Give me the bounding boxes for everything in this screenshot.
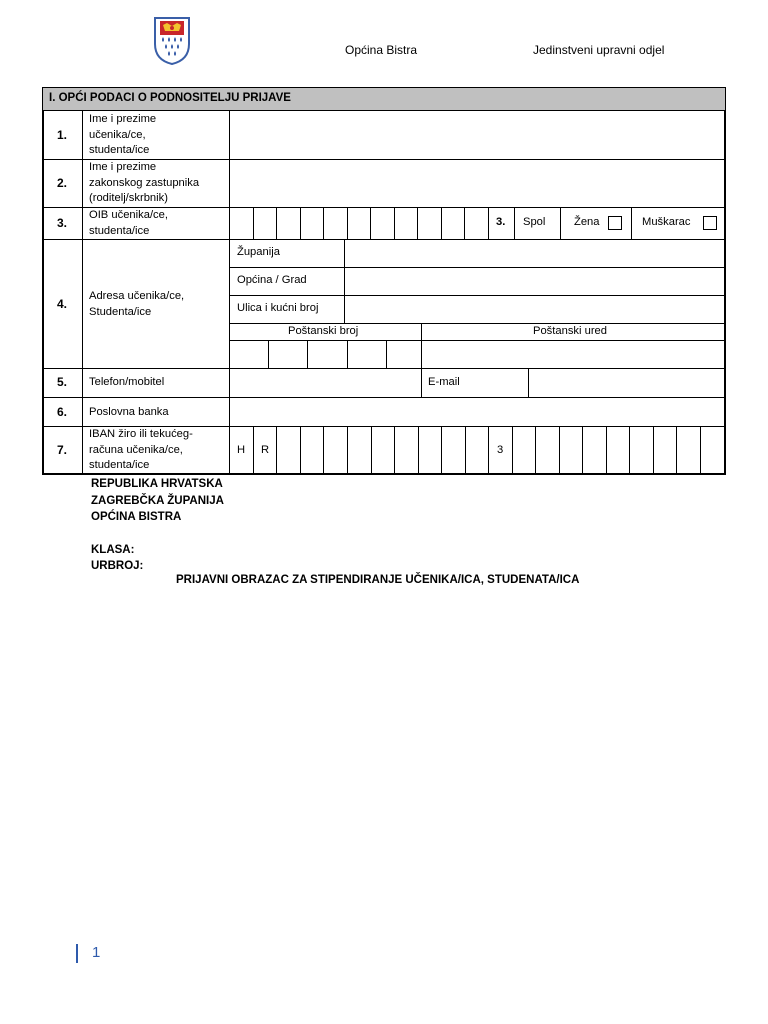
municipality-name: Općina Bistra <box>345 43 418 57</box>
row-3-label: OIB učenika/ce, studenta/ice <box>89 209 168 237</box>
issuer-block <box>91 476 224 526</box>
female-label: Žena <box>574 216 600 228</box>
male-checkbox[interactable] <box>703 216 717 230</box>
male-label: Muškarac <box>642 216 691 228</box>
row-3-number: 3. <box>56 216 67 230</box>
municipality-city-input[interactable] <box>345 268 724 295</box>
phone-input[interactable] <box>230 369 421 397</box>
form-title: PRIJAVNI OBRAZAC ZA STIPENDIRANJE UČENIKA/ICA, STUDENATA/ICA <box>176 574 580 586</box>
student-name-input[interactable] <box>230 112 724 158</box>
row-5-label: Telefon/mobitel <box>89 376 165 388</box>
row-7-number: 7. <box>56 443 67 457</box>
bank-input[interactable] <box>230 398 724 426</box>
email-label: E-mail <box>428 376 460 388</box>
post-office-label: Poštanski ured <box>533 325 608 337</box>
section-title: I. OPĆI PODACI O PODNOSITELJU PRIJAVE <box>49 92 291 104</box>
gender-number: 3. <box>496 216 506 228</box>
gender-label: Spol <box>523 216 546 228</box>
email-input[interactable] <box>529 369 724 397</box>
page-number-bar <box>76 944 78 963</box>
postal-code-label: Poštanski broj <box>288 325 359 337</box>
guardian-name-input[interactable] <box>230 160 724 206</box>
page-number: 1 <box>92 944 101 961</box>
iban-h: H <box>237 444 246 456</box>
oib-digit-boxes[interactable] <box>230 208 488 239</box>
row-5-number: 5. <box>56 375 67 389</box>
klasa-label: KLASA: <box>91 544 135 556</box>
issuer-line-2: ZAGREBČKA ŽUPANIJA <box>91 494 224 507</box>
county-label: Županija <box>237 246 280 258</box>
section-header <box>43 88 725 111</box>
row-4-label: Adresa učenika/ce, Studenta/ice <box>89 290 185 318</box>
issuer-line-1: REPUBLIKA HRVATSKA <box>91 478 223 490</box>
row-6-label: Poslovna banka <box>89 406 169 418</box>
street-label: Ulica i kućni broj <box>237 302 319 314</box>
county-input[interactable] <box>345 240 724 267</box>
row-7-label: IBAN žiro ili tekućeg- računa učenika/ce, studenta/ice <box>89 428 193 472</box>
street-input[interactable] <box>345 296 724 323</box>
row-6-number: 6. <box>56 405 67 419</box>
row-2-number: 2. <box>56 176 67 190</box>
department-name: Jedinstveni upravni odjel <box>533 43 665 57</box>
row-1-number: 1. <box>56 128 67 142</box>
iban-r: R <box>261 444 270 456</box>
iban-digit-boxes[interactable] <box>230 427 724 474</box>
municipality-city-label: Općina / Grad <box>237 274 307 286</box>
female-checkbox[interactable] <box>608 216 622 230</box>
coat-of-arms-logo <box>153 16 191 66</box>
iban-check-digit: 3 <box>497 444 504 456</box>
postal-code-boxes[interactable] <box>230 341 421 368</box>
post-office-input[interactable] <box>422 341 724 368</box>
row-1-label: Ime i prezime učenika/ce, studenta/ice <box>89 113 157 157</box>
row-4-number: 4. <box>56 297 67 311</box>
issuer-line-3: OPĆINA BISTRA <box>91 511 182 523</box>
row-2-label: Ime i prezime zakonskog zastupnika (roditelj/skrbnik) <box>89 161 200 205</box>
urbroj-label: URBROJ: <box>91 560 144 572</box>
